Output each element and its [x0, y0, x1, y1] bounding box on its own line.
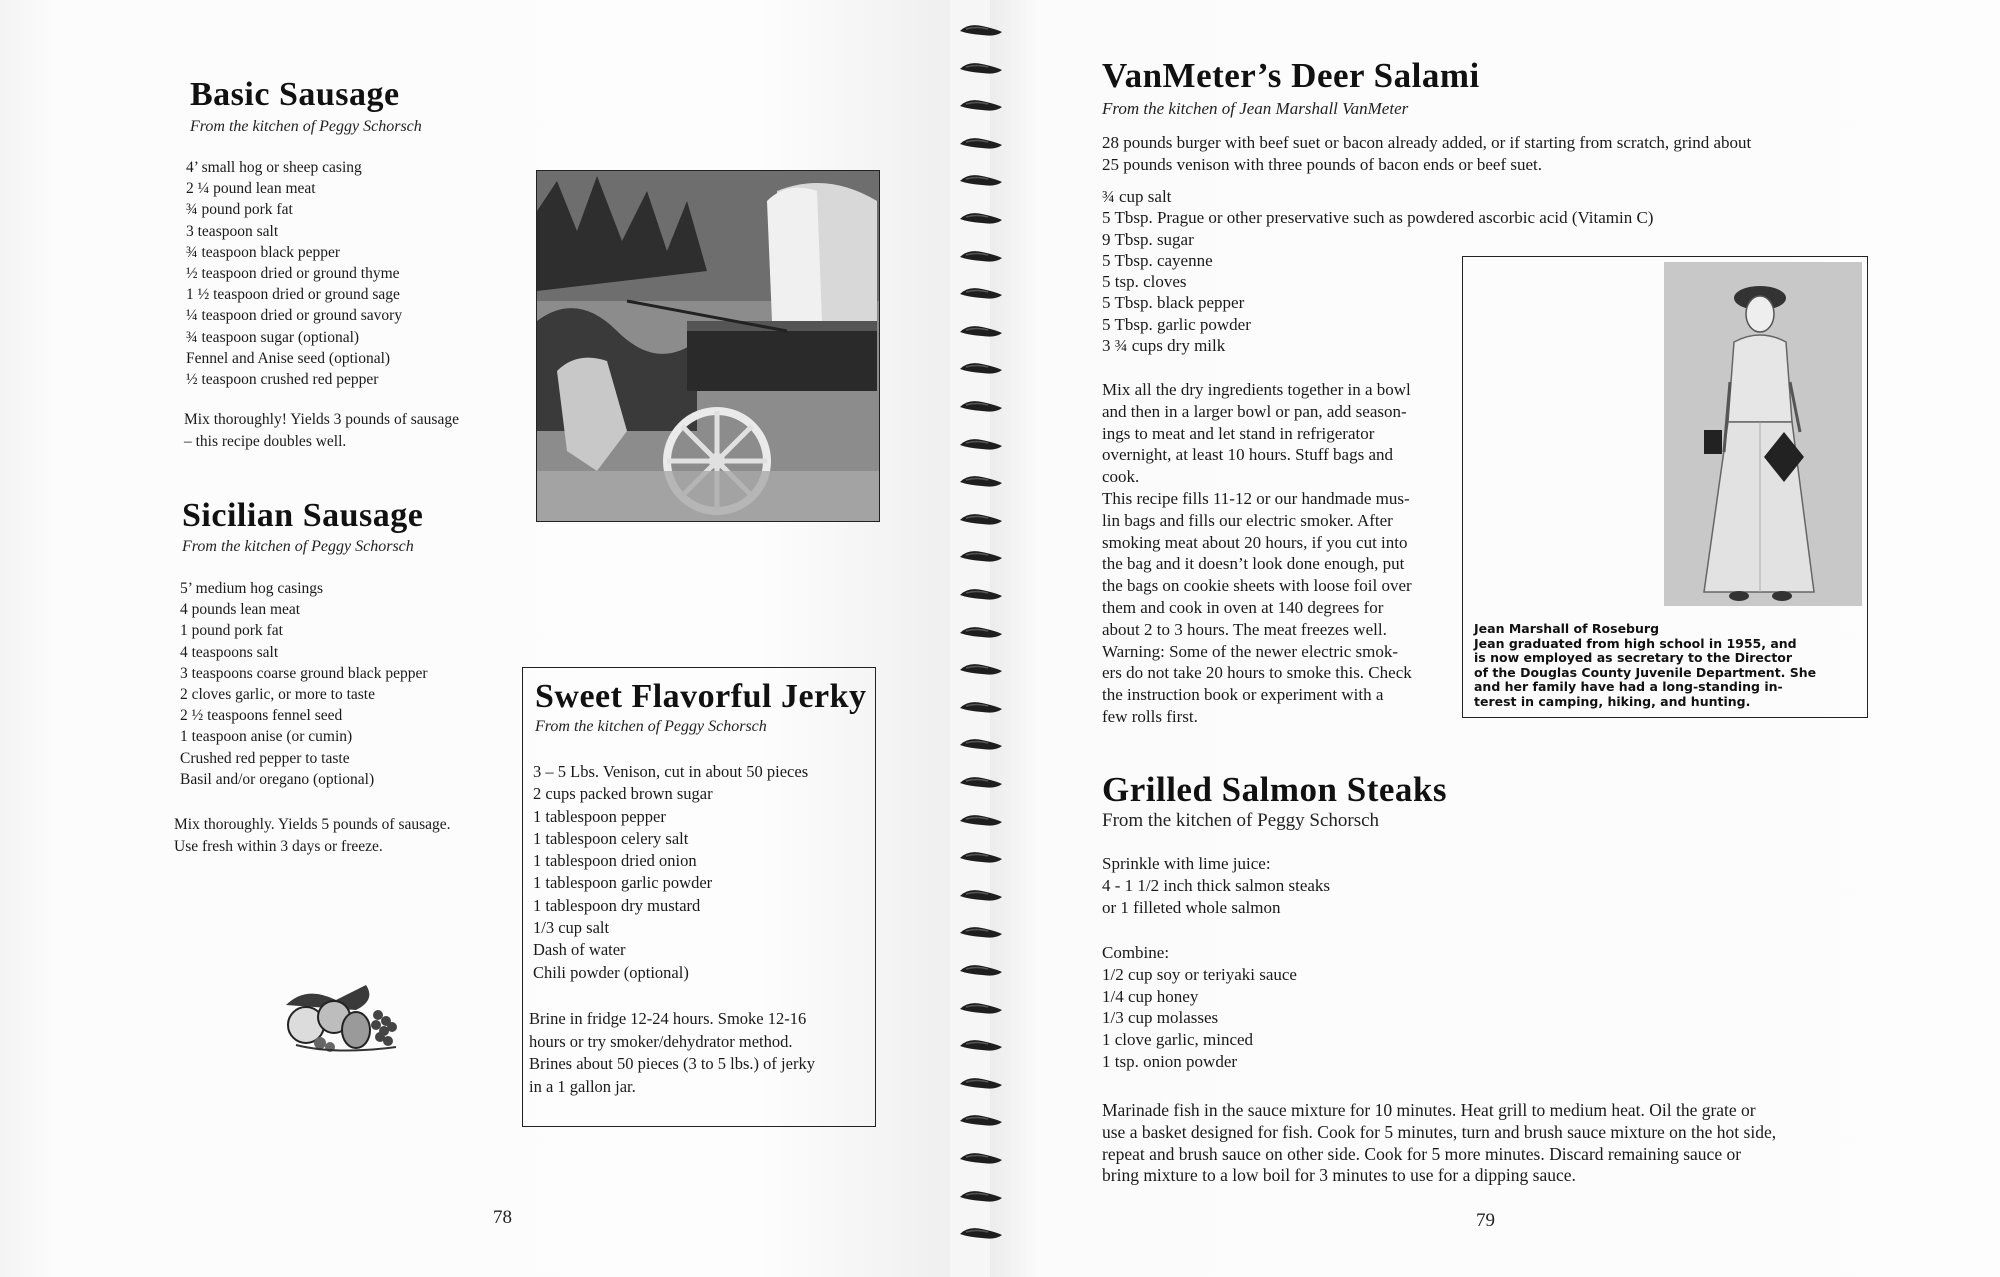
salami-credit: From the kitchen of Jean Marshall VanMeter — [1102, 99, 1409, 118]
ingredient: 9 Tbsp. sugar — [1102, 229, 1194, 249]
binding-coil — [958, 360, 1004, 376]
caption-line: and her family have had a long-standing in- — [1474, 679, 1783, 695]
method-line: overnight, at least 10 hours. Stuff bags and — [1102, 445, 1394, 465]
ingredient: 2 ½ teaspoons fennel seed — [180, 707, 343, 725]
method-line: repeat and brush sauce on other side. Cook for 5 more minutes. Discard remaining sauce or — [1102, 1143, 1742, 1164]
binding-coil — [958, 285, 1004, 301]
binding-coil — [958, 398, 1004, 414]
step-line: 1 tsp. onion powder — [1102, 1051, 1238, 1071]
binding-coil — [958, 962, 1004, 978]
salmon-step2 — [1102, 942, 1297, 1073]
binding-coil — [958, 1037, 1004, 1053]
note-line: Mix thoroughly. Yields 5 pounds of sausage. — [174, 816, 451, 833]
ingredient: 2 ¼ pound lean meat — [186, 180, 316, 198]
jerky-title: Sweet Flavorful Jerky — [535, 678, 867, 715]
ingredient: Chili powder (optional) — [533, 962, 689, 982]
basic-sausage-title: Basic Sausage — [190, 76, 400, 113]
ingredient: 1 tablespoon dried onion — [533, 851, 697, 871]
note-line: – this recipe doubles well. — [184, 432, 347, 450]
ingredient: Basil and/or oregano (optional) — [180, 770, 375, 788]
portrait-photo-image — [1664, 262, 1862, 606]
ingredient: ¾ cup salt — [1102, 187, 1172, 206]
ingredient: 1 tablespoon garlic powder — [533, 873, 713, 893]
binding-coil — [958, 511, 1004, 527]
caption-line: is now employed as secretary to the Director — [1474, 650, 1793, 666]
ingredient: 5 Tbsp. garlic powder — [1102, 314, 1251, 334]
ingredient: 1/3 cup salt — [533, 918, 610, 938]
jerky-recipe-box — [522, 667, 876, 1127]
wagon-photo-image — [537, 171, 879, 521]
salmon-step1 — [1102, 853, 1330, 918]
caption-line: of the Douglas County Juvenile Department. She — [1474, 664, 1817, 680]
step-line: 1/4 cup honey — [1102, 986, 1199, 1006]
basic-sausage-credit: From the kitchen of Peggy Schorsch — [190, 118, 422, 135]
binding-coil — [958, 1075, 1004, 1091]
method-line: lin bags and fills our electric smoker. After — [1102, 510, 1393, 530]
ingredient: ¼ teaspoon dried or ground savory — [186, 307, 403, 325]
method-line: and then in a larger bowl or pan, add season- — [1102, 401, 1407, 421]
intro-line: 28 pounds burger with beef suet or bacon already added, or if starting from scratch, grind about — [1102, 133, 1752, 152]
binding-coil — [958, 22, 1004, 38]
binding-coil — [958, 436, 1004, 452]
binding-coil — [958, 473, 1004, 489]
ingredient: ½ teaspoon crushed red pepper — [186, 371, 379, 389]
method-line: the instruction book or experiment with a — [1102, 685, 1384, 705]
step-line: Combine: — [1102, 943, 1170, 962]
ingredient: 5 Tbsp. black pepper — [1102, 293, 1245, 313]
ingredient: 1 teaspoon anise (or cumin) — [180, 728, 353, 746]
jerky-credit: From the kitchen of Peggy Schorsch — [535, 718, 767, 735]
note-line: Mix thoroughly! Yields 3 pounds of sausage — [184, 411, 459, 428]
step-line: 4 - 1 1/2 inch thick salmon steaks — [1102, 875, 1331, 895]
binding-coil — [958, 1000, 1004, 1016]
binding-coil — [958, 849, 1004, 865]
ingredient: 1 tablespoon celery salt — [533, 828, 689, 848]
binding-coil — [958, 210, 1004, 226]
method-line: about 2 to 3 hours. The meat freezes well. — [1102, 619, 1387, 639]
left-page — [0, 0, 950, 1277]
note-line: Use fresh within 3 days or freeze. — [174, 837, 383, 855]
portrait-caption — [1474, 622, 1864, 710]
note-line: Brines about 50 pieces (3 to 5 lbs.) of jerky — [529, 1054, 815, 1073]
note-line: Brine in fridge 12-24 hours. Smoke 12-16 — [529, 1009, 807, 1028]
ingredient: 1 tablespoon pepper — [533, 806, 666, 826]
fruit-illustration-image — [276, 975, 416, 1055]
page-number-right: 79 — [1476, 1210, 1495, 1231]
ingredient: ¾ pound pork fat — [186, 201, 293, 219]
binding-coil — [958, 1188, 1004, 1204]
ingredient: 5’ medium hog casings — [180, 580, 324, 597]
binding-coil — [958, 1225, 1004, 1241]
binding-coil — [958, 1112, 1004, 1128]
ingredient: 4’ small hog or sheep casing — [186, 159, 362, 176]
method-line: few rolls first. — [1102, 706, 1198, 726]
method-line: ings to meat and let stand in refrigerator — [1102, 423, 1375, 443]
page-number-left: 78 — [493, 1207, 512, 1228]
method-line: the bags on cookie sheets with loose foil over — [1102, 576, 1412, 596]
method-line: Marinade fish in the sauce mixture for 10 minutes. Heat grill to medium heat. Oil the grate or — [1102, 1100, 1756, 1120]
method-line: use a basket designed for fish. Cook for 5 minutes, turn and brush sauce mixture on the hot side, — [1102, 1121, 1777, 1142]
binding-coil — [958, 661, 1004, 677]
salami-intro — [1102, 132, 1751, 176]
method-line: bring mixture to a low boil for 3 minutes to use for a dipping sauce. — [1102, 1165, 1576, 1186]
ingredient: 2 cups packed brown sugar — [533, 784, 713, 804]
salami-method — [1102, 379, 1412, 728]
step-line: Sprinkle with lime juice: — [1102, 854, 1271, 873]
method-line: Mix all the dry ingredients together in a bowl — [1102, 380, 1411, 399]
ingredient: 3 teaspoons coarse ground black pepper — [180, 664, 428, 682]
ingredient: 2 cloves garlic, or more to taste — [180, 686, 375, 704]
step-line: 1/2 cup soy or teriyaki sauce — [1102, 964, 1297, 984]
ingredient: Fennel and Anise seed (optional) — [186, 349, 391, 367]
jerky-ingredients — [533, 761, 808, 984]
binding-coil — [958, 248, 1004, 264]
ingredient: Dash of water — [533, 940, 626, 960]
step-line: or 1 filleted whole salmon — [1102, 897, 1281, 917]
binding-coil — [958, 699, 1004, 715]
step-line: 1 clove garlic, minced — [1102, 1030, 1254, 1050]
binding-coil — [958, 548, 1004, 564]
ingredient: 5 tsp. cloves — [1102, 272, 1187, 292]
wagon-photo — [536, 170, 880, 522]
right-page — [990, 0, 2000, 1277]
method-line: ers do not take 20 hours to smoke this. Check — [1102, 663, 1412, 683]
binding-coil — [958, 60, 1004, 76]
ingredient: 4 teaspoons salt — [180, 643, 279, 661]
ingredient: 4 pounds lean meat — [180, 601, 301, 619]
method-line: smoking meat about 20 hours, if you cut into — [1102, 532, 1408, 552]
sicilian-sausage-note — [174, 814, 451, 857]
method-line: cook. — [1102, 467, 1140, 487]
method-line: the bag and it doesn’t look done enough, put — [1102, 554, 1405, 574]
ingredient: 5 Tbsp. cayenne — [1102, 250, 1213, 270]
salmon-method — [1102, 1100, 1776, 1187]
caption-line: Jean graduated from high school in 1955, and — [1474, 635, 1797, 651]
basic-sausage-ingredients — [186, 157, 402, 390]
binding-coil — [958, 172, 1004, 188]
method-line: This recipe fills 11-12 or our handmade mus- — [1102, 488, 1410, 508]
note-line: hours or try smoker/dehydrator method. — [529, 1031, 793, 1051]
binding-coil — [958, 586, 1004, 602]
step-line: 1/3 cup molasses — [1102, 1008, 1219, 1028]
method-line: Warning: Some of the newer electric smok- — [1102, 641, 1399, 661]
sicilian-sausage-credit: From the kitchen of Peggy Schorsch — [182, 538, 414, 555]
jerky-note — [529, 1008, 815, 1098]
binding-coil — [958, 812, 1004, 828]
caption-line: terest in camping, hiking, and hunting. — [1474, 693, 1751, 709]
binding-coil — [958, 135, 1004, 151]
binding-coil — [958, 323, 1004, 339]
ingredient: 1 pound pork fat — [180, 622, 283, 640]
sicilian-sausage-ingredients — [180, 578, 428, 790]
ingredient: 3 – 5 Lbs. Venison, cut in about 50 pieces — [533, 762, 809, 781]
caption-title: Jean Marshall of Roseburg — [1474, 621, 1660, 636]
binding-coil — [958, 97, 1004, 113]
binding-coil — [958, 736, 1004, 752]
method-line: them and cook in oven at 140 degrees for — [1102, 597, 1384, 617]
ingredient: Crushed red pepper to taste — [180, 749, 350, 767]
ingredient: 3 teaspoon salt — [186, 222, 279, 240]
binding-coil — [958, 924, 1004, 940]
ingredient: 5 Tbsp. Prague or other preservative such as powdered ascorbic acid (Vitamin C) — [1102, 208, 1654, 228]
note-line: in a 1 gallon jar. — [529, 1076, 636, 1096]
binding-coil — [958, 624, 1004, 640]
ingredient: ½ teaspoon dried or ground thyme — [186, 265, 400, 283]
ingredient: 3 ¾ cups dry milk — [1102, 336, 1226, 356]
ingredient: ¾ teaspoon sugar (optional) — [186, 328, 360, 346]
binding-coil — [958, 887, 1004, 903]
salmon-credit: From the kitchen of Peggy Schorsch — [1102, 810, 1380, 831]
basic-sausage-note — [184, 409, 459, 452]
ingredient: 1 ½ teaspoon dried or ground sage — [186, 286, 400, 304]
sicilian-sausage-title: Sicilian Sausage — [182, 497, 424, 534]
binding-coil — [958, 774, 1004, 790]
salmon-title: Grilled Salmon Steaks — [1102, 770, 1447, 809]
intro-line: 25 pounds venison with three pounds of bacon ends or beef suet. — [1102, 154, 1543, 174]
binding-coil — [958, 1150, 1004, 1166]
ingredient: 1 tablespoon dry mustard — [533, 895, 701, 915]
salami-title: VanMeter’s Deer Salami — [1102, 56, 1480, 95]
ingredient: ¾ teaspoon black pepper — [186, 243, 341, 261]
fruit-illustration — [276, 975, 416, 1055]
portrait-photo — [1664, 262, 1862, 606]
